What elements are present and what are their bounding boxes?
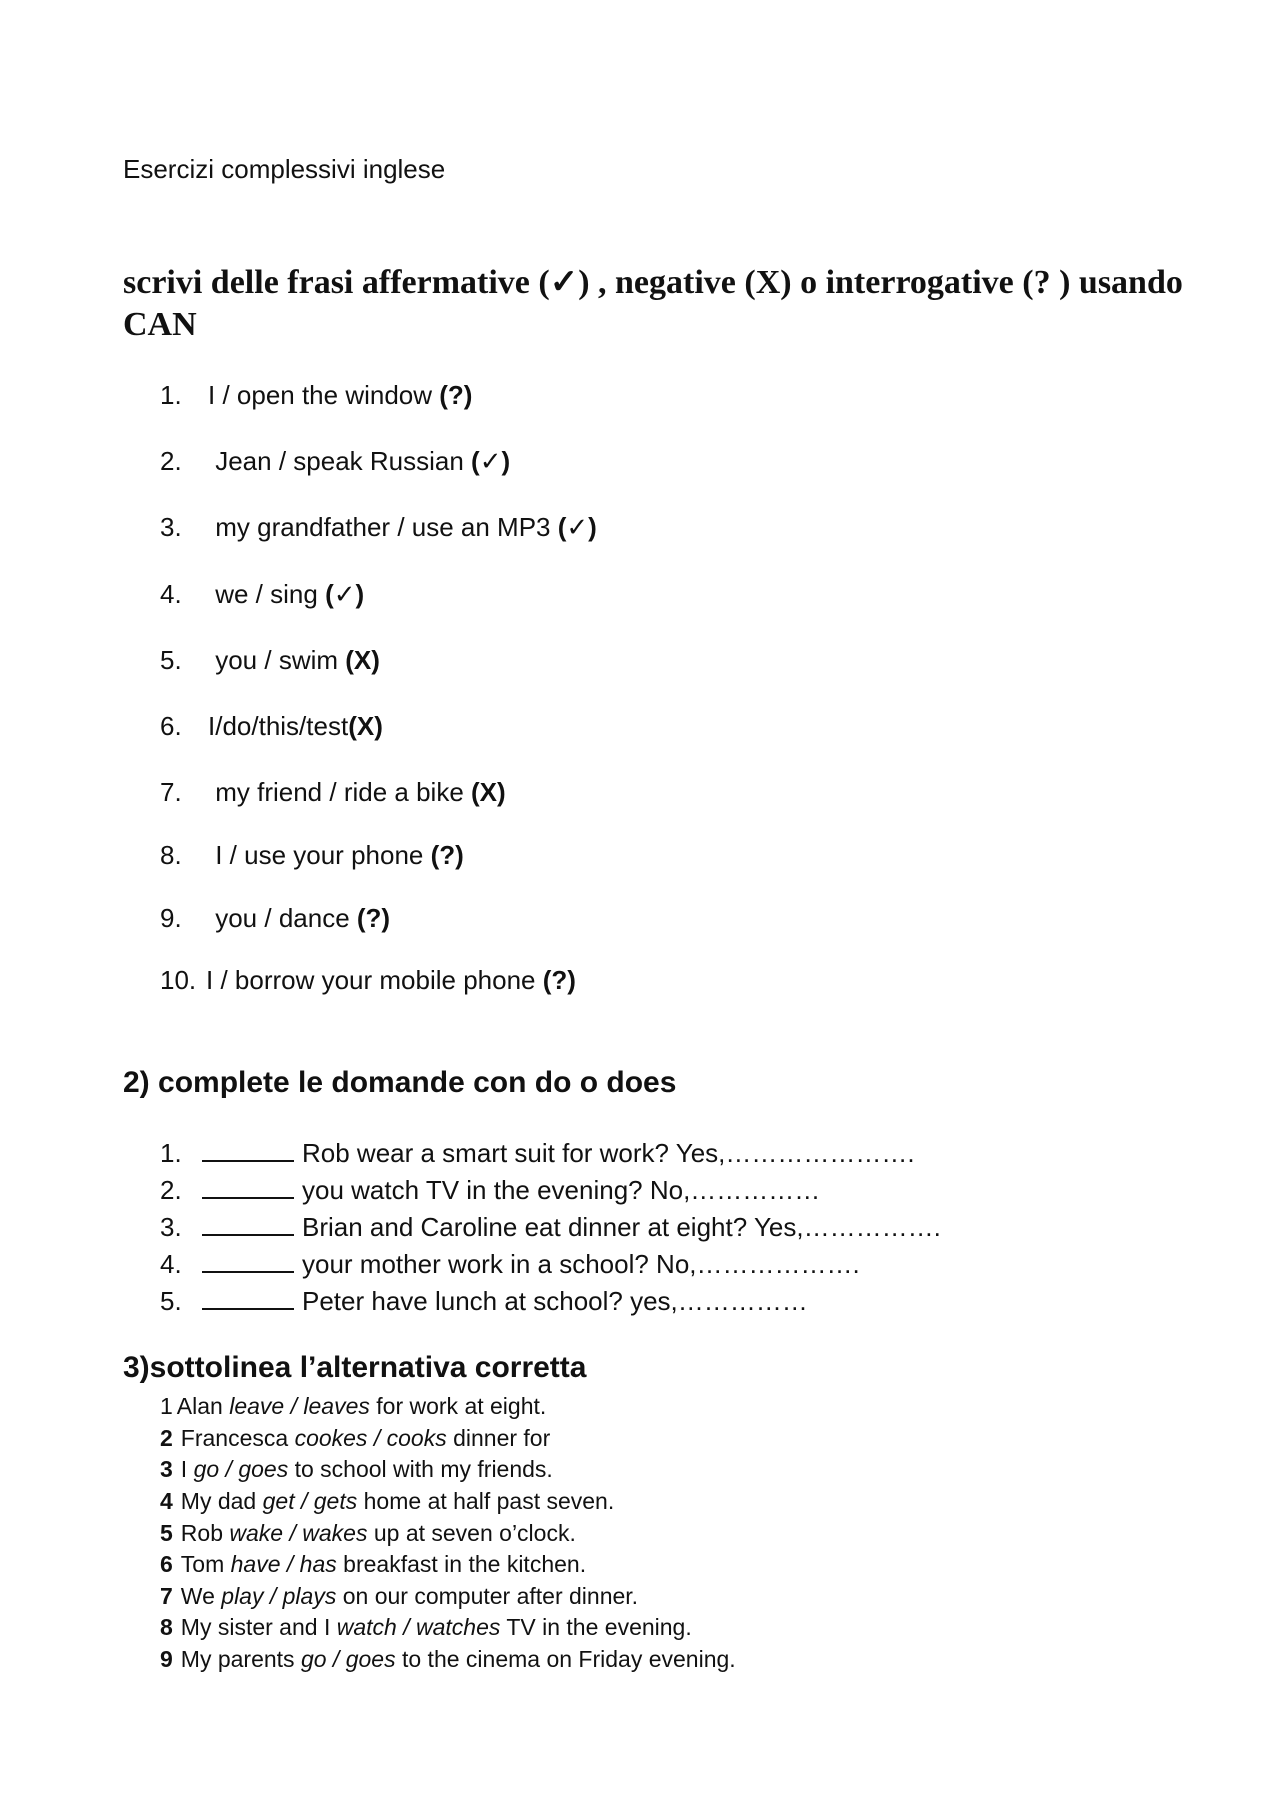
section2-item: [160, 1138, 915, 1169]
item-options[interactable]: wake / wakes: [229, 1520, 368, 1546]
section3-item: [160, 1488, 614, 1515]
item-text: Peter have lunch at school? yes,……………: [302, 1286, 808, 1316]
section3-item: [160, 1520, 576, 1547]
item-text: I / borrow your mobile phone: [206, 965, 543, 995]
answer-blank[interactable]: [202, 1249, 294, 1273]
section2-item: [160, 1286, 808, 1317]
item-number: 10.: [160, 965, 197, 995]
item-number: 7.: [160, 777, 182, 807]
item-number: 6.: [160, 711, 182, 741]
section1-item: [160, 965, 576, 996]
section1-item: [160, 380, 472, 411]
item-pre: My parents: [180, 1646, 301, 1672]
item-post: TV in the evening.: [500, 1614, 692, 1640]
item-number: 3.: [160, 1212, 182, 1242]
section3-item: [160, 1646, 736, 1673]
section1-item: [160, 903, 390, 934]
item-number: 4.: [160, 579, 182, 609]
answer-blank[interactable]: [202, 1175, 294, 1199]
item-pre: Francesca: [180, 1425, 295, 1451]
item-text: you watch TV in the evening? No,……………: [302, 1175, 821, 1205]
item-number: 6: [160, 1551, 173, 1577]
item-number: 3.: [160, 512, 182, 542]
section1-item: [160, 512, 597, 543]
section2-item: [160, 1175, 820, 1206]
item-pre: Alan: [176, 1393, 230, 1419]
item-post: up at seven o’clock.: [367, 1520, 576, 1546]
item-mark: (?): [542, 965, 576, 995]
item-text: I/do/this/test: [208, 711, 349, 741]
item-number: 1.: [160, 1138, 182, 1168]
item-options[interactable]: watch / watches: [336, 1614, 501, 1640]
item-mark: (?): [439, 380, 473, 410]
item-text: my grandfather / use an MP3: [208, 512, 558, 542]
item-number: 9.: [160, 903, 182, 933]
item-text: you / dance: [208, 903, 357, 933]
item-number: 3: [160, 1456, 173, 1482]
item-number: 4.: [160, 1249, 182, 1279]
answer-blank[interactable]: [202, 1138, 294, 1162]
item-post: to the cinema on Friday evening.: [395, 1646, 736, 1672]
section1-item: [160, 446, 510, 477]
item-mark: (✓): [471, 446, 511, 476]
section1-item: [160, 645, 380, 676]
item-text: I / use your phone: [208, 840, 431, 870]
section3-item: [160, 1583, 638, 1610]
section2-heading: 2) complete le domande con do o does: [123, 1066, 677, 1099]
item-pre: I: [180, 1456, 194, 1482]
item-post: home at half past seven.: [357, 1488, 615, 1514]
section3-heading: 3)sottolinea l’alternativa corretta: [123, 1351, 587, 1384]
item-number: 4: [160, 1488, 173, 1514]
answer-blank[interactable]: [202, 1212, 294, 1236]
item-options[interactable]: go / goes: [300, 1646, 396, 1672]
section3-item: [160, 1456, 553, 1483]
item-post: on our computer after dinner.: [336, 1583, 639, 1609]
answer-blank[interactable]: [202, 1286, 294, 1310]
item-mark: (?): [356, 903, 391, 933]
item-number: 2.: [160, 446, 182, 476]
item-mark: (✓): [325, 579, 365, 609]
item-pre: Tom: [180, 1551, 231, 1577]
item-mark: (?): [430, 840, 464, 870]
item-post: breakfast in the kitchen.: [336, 1551, 587, 1577]
item-options[interactable]: cookes / cooks: [294, 1425, 447, 1451]
item-number: 2: [160, 1425, 173, 1451]
item-number: 1.: [160, 380, 182, 410]
section1-item: [160, 777, 506, 808]
section1-item: [160, 840, 464, 871]
section3-item: [160, 1551, 586, 1578]
item-options[interactable]: have / has: [230, 1551, 337, 1577]
item-mark: (X): [345, 645, 380, 675]
item-number: 7: [160, 1583, 173, 1609]
section3-item: [160, 1393, 546, 1420]
section1-heading: scrivi delle frasi affermative (✓) , negative (X) o interrogative (? ) usando CAN: [123, 264, 1183, 343]
item-post: dinner for: [446, 1425, 551, 1451]
item-number: 1: [160, 1393, 173, 1419]
section1-item: [160, 579, 364, 610]
section3-item: [160, 1614, 692, 1641]
item-text: your mother work in a school? No,……………….: [302, 1249, 860, 1279]
item-text: Rob wear a smart suit for work? Yes,………………….: [302, 1138, 915, 1168]
item-number: 9: [160, 1646, 173, 1672]
item-number: 5.: [160, 1286, 182, 1316]
item-number: 8: [160, 1614, 173, 1640]
item-pre: We: [180, 1583, 222, 1609]
item-mark: (X): [348, 711, 383, 741]
item-mark: (X): [471, 777, 506, 807]
item-text: my friend / ride a bike: [208, 777, 471, 807]
section3-item: [160, 1425, 550, 1452]
item-text: Jean / speak Russian: [208, 446, 472, 476]
item-options[interactable]: play / plays: [221, 1583, 337, 1609]
item-post: for work at eight.: [369, 1393, 547, 1419]
item-mark: (✓): [557, 512, 597, 542]
item-text: we / sing: [208, 579, 326, 609]
item-pre: My sister and I: [180, 1614, 337, 1640]
item-text: you / swim: [208, 645, 346, 675]
section2-item: [160, 1212, 941, 1243]
item-number: 8.: [160, 840, 182, 870]
item-pre: Rob: [180, 1520, 230, 1546]
item-text: I / open the window: [208, 380, 440, 410]
item-number: 2.: [160, 1175, 182, 1205]
item-text: Brian and Caroline eat dinner at eight? Yes,…………….: [302, 1212, 941, 1242]
item-pre: My dad: [180, 1488, 263, 1514]
item-post: to school with my friends.: [288, 1456, 553, 1482]
item-options[interactable]: leave / leaves: [229, 1393, 370, 1419]
section1-item: [160, 711, 383, 742]
section2-item: [160, 1249, 860, 1280]
item-options[interactable]: go / goes: [193, 1456, 289, 1482]
document-title: Esercizi complessivi inglese: [123, 154, 446, 184]
item-options[interactable]: get / gets: [262, 1488, 358, 1514]
item-number: 5: [160, 1520, 173, 1546]
item-number: 5.: [160, 645, 182, 675]
